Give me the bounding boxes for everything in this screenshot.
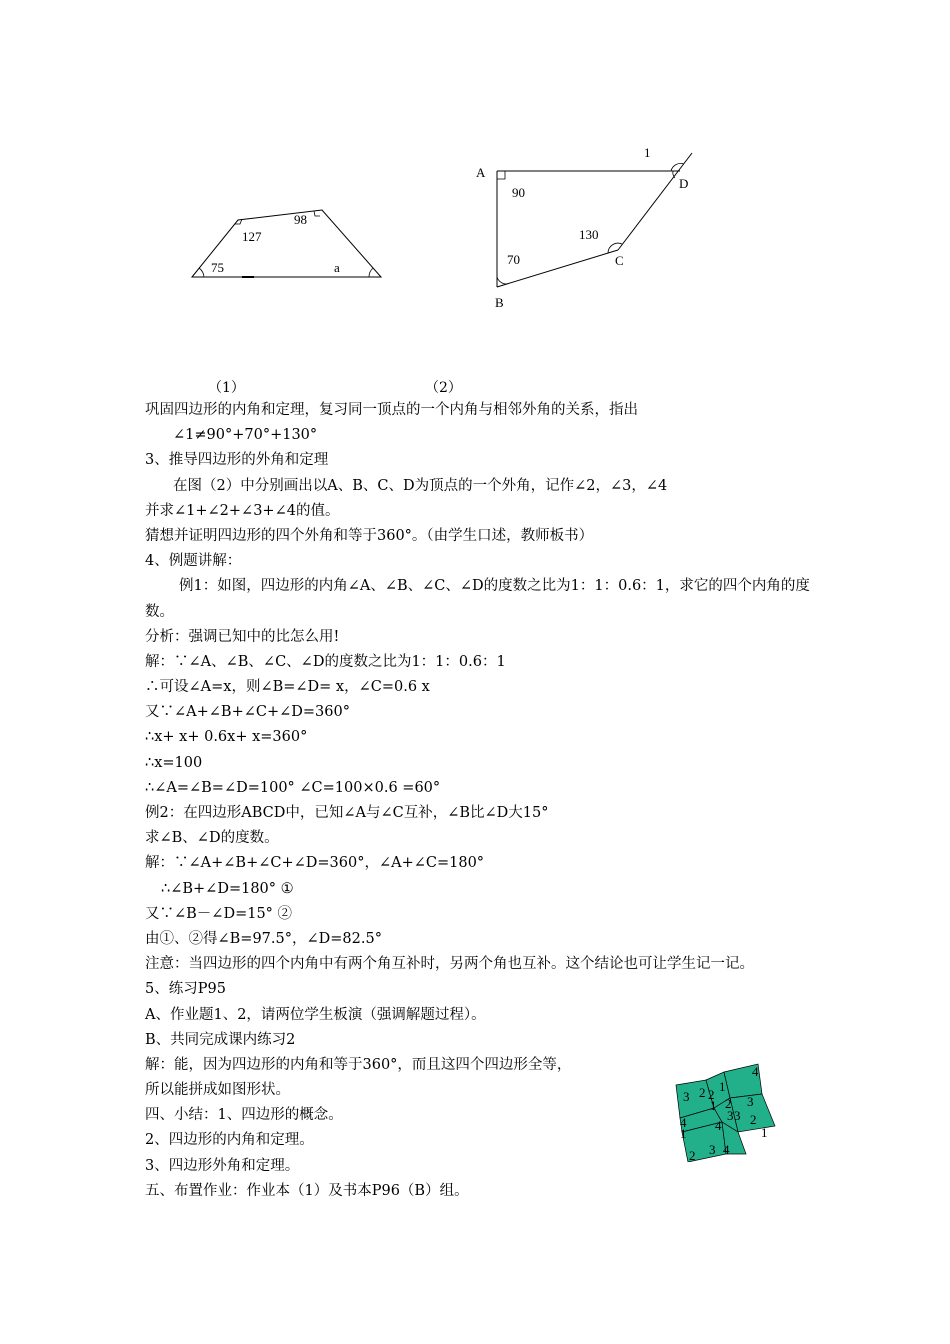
text-line: ∴x+ x+ 0.6x+ x=360° — [145, 729, 308, 746]
text-line: 3、四边形外角和定理。 — [145, 1157, 300, 1174]
tile-number: 4 — [752, 1064, 759, 1079]
example-2: 例2：在四边形ABCD中，已知∠A与∠C互补，∠B比∠D大15° — [145, 805, 549, 822]
text-line: ∴可设∠A=x，则∠B=∠D= x，∠C=0.6 x — [145, 679, 430, 696]
text-line: 解：∵∠A+∠B+∠C+∠D=360°，∠A+∠C=180° — [145, 855, 485, 872]
label-D: D — [679, 176, 689, 191]
angle-label-130: 130 — [579, 227, 599, 242]
angle-mark-B — [497, 277, 507, 284]
tile-number: 4 — [723, 1142, 730, 1157]
angle-label-70: 70 — [507, 252, 520, 267]
text-line: A、作业题1、2，请两位学生板演（强调解题过程）。 — [145, 1006, 486, 1023]
tile-number: 1 — [710, 1098, 717, 1113]
angle-mark-top-right — [314, 211, 320, 216]
angle-label-90: 90 — [512, 185, 525, 200]
label-B: B — [495, 295, 504, 310]
section-heading: 3、推导四边形的外角和定理 — [145, 452, 329, 469]
angle-label-127: 127 — [242, 229, 262, 244]
angle-mark-bottom-left — [199, 268, 204, 277]
text-line: 解：能，因为四边形的内角和等于360°，而且这四个四边形全等， — [145, 1056, 572, 1073]
section-heading: 4、例题讲解： — [145, 553, 242, 570]
tile-number: 2 — [750, 1112, 757, 1127]
text-line: 所以能拼成如图形状。 — [145, 1082, 290, 1099]
tile-number: 2 — [725, 1096, 732, 1111]
text-line: 又∵∠B－∠D=15° ② — [145, 905, 293, 922]
figure-2-quadrilateral — [470, 140, 710, 315]
tile-number: 4 — [715, 1118, 722, 1133]
text-line: 求∠B、∠D的度数。 — [145, 830, 279, 847]
label-C: C — [615, 253, 624, 268]
angle-mark-1 — [671, 163, 684, 171]
text-line: ∴∠A=∠B=∠D=100° ∠C=100×0.6 =60° — [145, 779, 441, 796]
note-paragraph: 注意：当四边形的四个内角中有两个角互补时，另两个角也互补。这个结论也可让学生记一记。 — [145, 956, 754, 973]
lesson-text — [145, 398, 815, 1204]
text-line: 2、四边形的内角和定理。 — [145, 1132, 314, 1149]
text-line: 并求∠1+∠2+∠3+∠4的值。 — [145, 502, 340, 519]
angle-label-a: a — [334, 260, 340, 275]
tile-number: 1 — [680, 1126, 687, 1141]
angle-label-98: 98 — [294, 212, 307, 227]
tile-number: 1 — [761, 1125, 768, 1140]
text-line: 又∵∠A+∠B+∠C+∠D=360° — [145, 704, 350, 721]
section-heading: 5、练习P95 — [145, 981, 226, 998]
text-line: 巩固四边形的内角和定理，复习同一顶点的一个内角与相邻外角的关系，指出 — [145, 402, 638, 418]
tile-number: 3 — [734, 1108, 741, 1123]
right-angle-mark-A — [497, 171, 505, 179]
example-1: 例1：如图，四边形的内角∠A、∠B、∠C、∠D的度数之比为1：1：0.6：1，求它的四个内角的度数。 — [145, 578, 810, 620]
text-line: 在图（2）中分别画出以A、B、C、D为顶点的一个外角，记作∠2，∠3，∠4 — [173, 477, 668, 494]
text-line: 由①、②得∠B=97.5°，∠D=82.5° — [145, 930, 382, 947]
figure-1-caption: （1） — [208, 380, 245, 396]
tile-number: 3 — [747, 1094, 754, 1109]
tile-number: 3 — [709, 1142, 716, 1157]
section-heading: 四、小结：1、四边形的概念。 — [145, 1107, 343, 1124]
tile-number: 2 — [699, 1085, 706, 1100]
text-line: ∴x=100 — [145, 754, 203, 771]
text-line: 解：∵∠A、∠B、∠C、∠D的度数之比为1：1：0.6：1 — [145, 653, 506, 670]
text-line: 猜想并证明四边形的四个外角和等于360°。（由学生口述，教师板书） — [145, 527, 594, 544]
text-line: ∠1≠90°+70°+130° — [173, 427, 318, 444]
text-line: 分析：强调已知中的比怎么用! — [145, 628, 340, 645]
side-CD-extended — [618, 153, 692, 250]
tile-number: 3 — [727, 1108, 734, 1123]
angle-mark-bottom-right — [369, 268, 373, 277]
figure-2-caption: （2） — [425, 380, 462, 396]
tile-number: 3 — [683, 1089, 690, 1104]
text-line: B、共同完成课内练习2 — [145, 1031, 296, 1048]
label-1: 1 — [644, 145, 651, 160]
label-A: A — [476, 165, 486, 180]
figure-1-quadrilateral — [180, 200, 400, 290]
tile-number: 4 — [680, 1115, 687, 1130]
text-line: ∴∠B+∠D=180° ① — [161, 880, 294, 897]
tile-number: 1 — [719, 1079, 726, 1094]
tile-number: 2 — [689, 1148, 696, 1162]
section-heading: 五、布置作业：作业本（1）及书本P96（B）组。 — [145, 1182, 469, 1199]
angle-label-75: 75 — [211, 260, 224, 275]
tile-number: 2 — [708, 1087, 715, 1102]
